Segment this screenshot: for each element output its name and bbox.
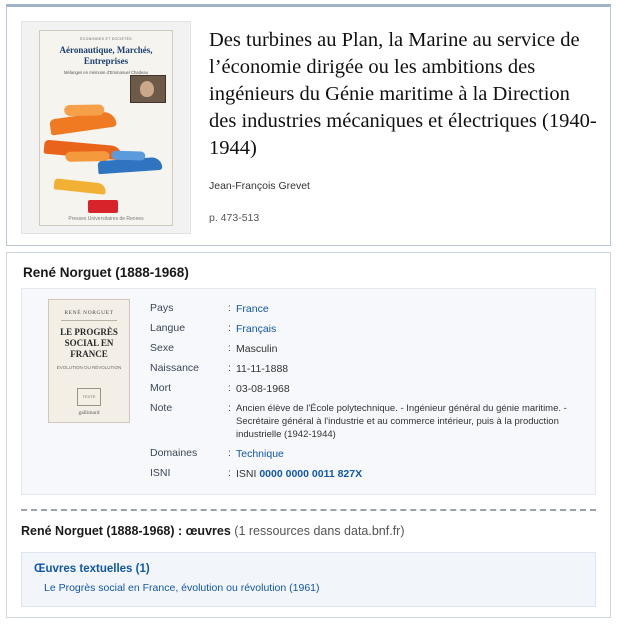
field-colon: : bbox=[228, 322, 231, 334]
article-panel bbox=[6, 4, 611, 246]
page-bottom-spacer bbox=[0, 620, 617, 626]
field-colon: : bbox=[228, 382, 231, 394]
field-value bbox=[236, 302, 585, 316]
field-value: Ancien élève de l'École polytechnique. - Ingénieur général du génie maritime. - Secrétaire général à l'industrie et au commerce intérieur, puis à la production industrielle (1942-1944) bbox=[236, 403, 567, 440]
field-colon: : bbox=[228, 447, 231, 459]
isni-prefix: ISNI bbox=[236, 468, 260, 480]
field-colon: : bbox=[228, 342, 231, 354]
langue-link[interactable]: Français bbox=[236, 323, 277, 335]
field-value: 03-08-1968 bbox=[236, 383, 290, 395]
article-title: Des turbines au Plan, la Marine au service de l’économie dirigée ou les ambitions des ingénieurs du Génie maritime à la Direction des industries mécaniques et électriques (1940-1944) bbox=[209, 29, 597, 159]
field-row-naissance bbox=[150, 359, 585, 379]
field-label: Domaines bbox=[150, 447, 198, 459]
field-row-langue bbox=[150, 319, 585, 339]
publisher-logo bbox=[88, 200, 118, 213]
page-root bbox=[0, 4, 617, 626]
field-label: Note bbox=[150, 402, 173, 414]
field-label: Naissance bbox=[150, 362, 200, 374]
field-row-pays bbox=[150, 299, 585, 319]
thumb-mark: TEXTE bbox=[77, 388, 101, 406]
field-label: Pays bbox=[150, 302, 174, 314]
field-value: 11-11-1888 bbox=[236, 363, 289, 375]
works-section-label[interactable]: Œuvres textuelles (1) bbox=[34, 563, 150, 575]
section-divider bbox=[21, 509, 596, 511]
field-label: Mort bbox=[150, 382, 171, 394]
cover-series-line: ÉCONOMIES ET SOCIÉTÉS bbox=[80, 37, 132, 41]
record-thumbnail-container[interactable] bbox=[34, 299, 144, 484]
field-label: Sexe bbox=[150, 342, 174, 354]
record-heading: René Norguet (1888-1968) bbox=[23, 265, 189, 280]
cover-publisher: Presses Universitaires de Rennes bbox=[68, 216, 144, 222]
record-book-cover bbox=[48, 299, 130, 423]
article-author: Jean-François Grevet bbox=[209, 180, 310, 192]
field-row-isni bbox=[150, 464, 585, 484]
pays-link[interactable]: France bbox=[236, 303, 269, 315]
authority-record-panel bbox=[6, 252, 611, 618]
article-cover-image bbox=[39, 30, 173, 226]
works-count-label: (1 ressources dans data.bnf.fr) bbox=[234, 524, 405, 538]
thumb-author: RENÉ NORGUET bbox=[64, 310, 114, 316]
cover-title: Aéronautique, Marchés, Entreprises bbox=[59, 45, 153, 66]
domaines-link[interactable]: Technique bbox=[236, 448, 284, 460]
article-text-block bbox=[191, 21, 600, 235]
field-row-mort bbox=[150, 379, 585, 399]
field-value bbox=[236, 447, 585, 461]
field-label: Langue bbox=[150, 322, 186, 334]
article-cover-container bbox=[21, 21, 191, 234]
field-row-domaines bbox=[150, 444, 585, 464]
field-row-note bbox=[150, 399, 585, 444]
list-item[interactable]: Le Progrès social en France, évolution ou révolution (1961) bbox=[44, 582, 320, 594]
field-colon: : bbox=[228, 402, 231, 414]
cover-subtitle: Mélanges en mémoire d'Emmanuel Chadeau bbox=[64, 70, 148, 75]
field-value bbox=[236, 322, 585, 336]
airplane-icon bbox=[54, 178, 107, 194]
record-field-list bbox=[144, 299, 585, 484]
works-heading bbox=[21, 524, 596, 538]
record-body bbox=[21, 288, 596, 495]
article-page-range: p. 473-513 bbox=[209, 212, 260, 224]
works-heading-title: René Norguet (1888-1968) : œuvres bbox=[21, 524, 231, 538]
works-panel bbox=[21, 552, 596, 607]
isni-number[interactable]: 0000 0000 0011 827X bbox=[259, 468, 363, 480]
thumb-subtitle: ÉVOLUTION OU RÉVOLUTION bbox=[56, 365, 122, 370]
field-label: ISNI bbox=[150, 467, 171, 479]
thumb-title: LE PROGRÈS SOCIAL EN FRANCE bbox=[60, 327, 118, 359]
field-row-sexe bbox=[150, 339, 585, 359]
airplane-icon bbox=[49, 110, 117, 135]
field-value bbox=[236, 467, 585, 481]
field-colon: : bbox=[228, 302, 231, 314]
field-colon: : bbox=[228, 467, 231, 479]
field-colon: : bbox=[228, 362, 231, 374]
thumb-divider bbox=[61, 320, 117, 321]
thumb-publisher: gallimard bbox=[78, 410, 100, 416]
field-value: Masculin bbox=[236, 343, 278, 355]
airplane-icon bbox=[44, 140, 123, 161]
cover-portrait-photo bbox=[130, 75, 166, 103]
